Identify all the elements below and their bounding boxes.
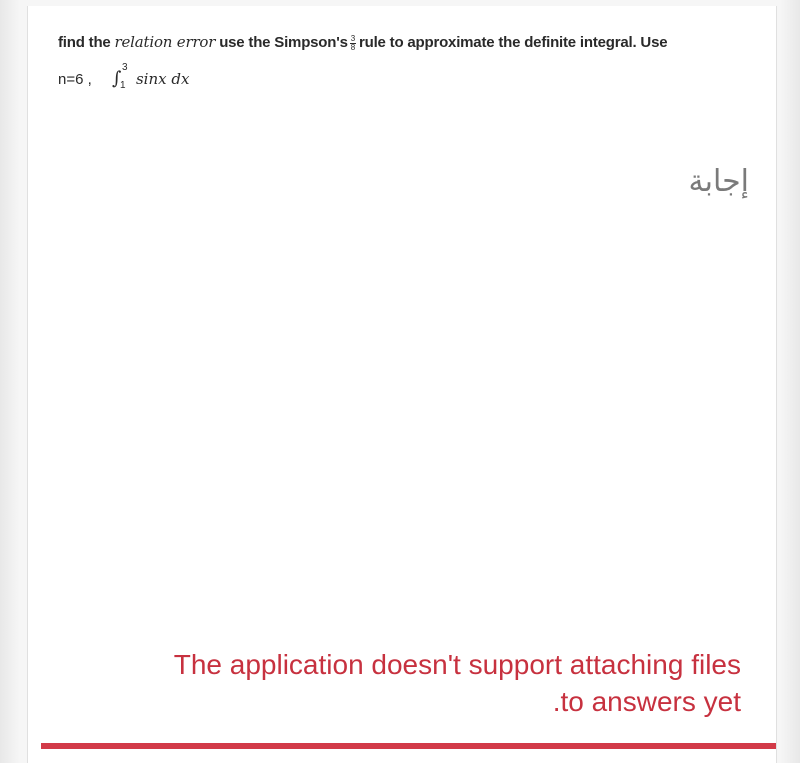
question-text	[58, 33, 667, 52]
n-value: n=6 ,	[58, 71, 92, 88]
integral-upper-limit: 3	[121, 62, 128, 73]
question-part-3: rule to approximate the definite integral. Use	[358, 34, 668, 51]
fraction-denominator: 8	[350, 42, 355, 52]
integrand: sinx dx	[135, 70, 190, 88]
question-italic-term: relation error	[114, 33, 216, 51]
question-card	[27, 6, 777, 763]
fraction-numerator: 3	[350, 33, 355, 43]
question-parameters	[58, 62, 190, 91]
attachment-notice	[41, 646, 741, 720]
notice-line-1: The application doesn't support attaching files	[173, 649, 741, 680]
integral-lower-limit: 1	[119, 80, 126, 91]
answer-heading: إجابة	[688, 164, 749, 199]
simpson-fraction	[350, 35, 356, 52]
question-part-1: find the	[58, 34, 115, 51]
integral-symbol: ∫ 3 1	[111, 62, 128, 91]
notice-divider-bar	[41, 743, 776, 749]
question-part-2: use the Simpson's	[215, 34, 348, 51]
notice-line-2: .to answers yet	[552, 686, 741, 717]
